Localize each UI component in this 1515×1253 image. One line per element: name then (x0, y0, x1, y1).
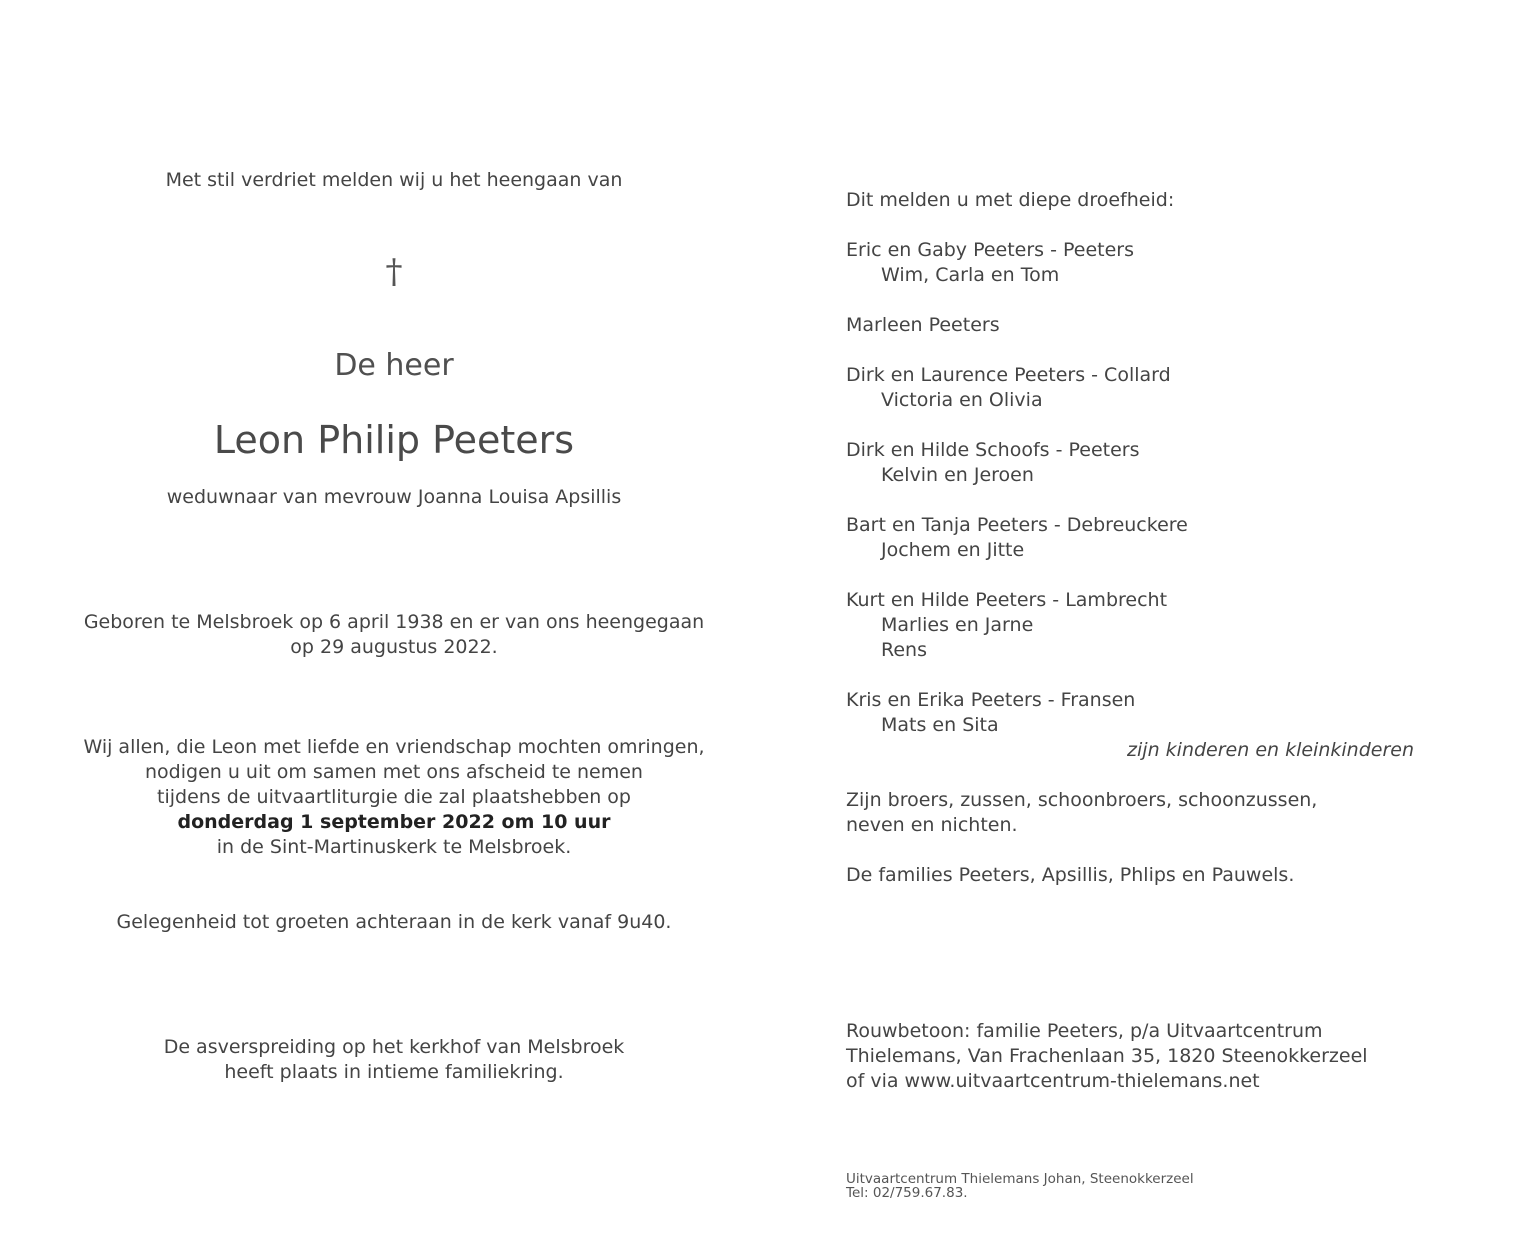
footer-line-2: Tel: 02/759.67.83. (846, 1185, 968, 1201)
family-parents: Dirk en Laurence Peeters - Collard (846, 364, 1171, 386)
family-children: Wim, Carla en Tom (881, 264, 1060, 286)
family-parents: Eric en Gaby Peeters - Peeters (846, 239, 1135, 261)
born-line-2: op 29 augustus 2022. (290, 636, 498, 658)
deceased-name: Leon Philip Peeters (213, 418, 575, 462)
born-line-1: Geboren te Melsbroek op 6 april 1938 en er van ons heengegaan (83, 611, 705, 633)
siblings-line-1: Zijn broers, zussen, schoonbroers, schoonzussen, (846, 789, 1318, 811)
family-parents: Dirk en Hilde Schoofs - Peeters (846, 439, 1140, 461)
condolence-line-2: Thielemans, Van Frachenlaan 35, 1820 Steenokkerzeel (846, 1045, 1368, 1067)
family-children: Marlies en Jarne (881, 614, 1034, 636)
siblings-line-2: neven en nichten. (846, 814, 1018, 836)
family-children: Mats en Sita (881, 714, 999, 736)
kids-caption: zijn kinderen en kleinkinderen (1127, 739, 1414, 761)
cross-icon: † (385, 252, 403, 292)
intro-text: Met stil verdriet melden wij u het heengaan van (165, 169, 623, 191)
family-parents: Bart en Tanja Peeters - Debreuckere (846, 514, 1188, 536)
families-line: De families Peeters, Apsillis, Phlips en Pauwels. (846, 864, 1295, 886)
family-children: Rens (881, 639, 927, 661)
family-children: Victoria en Olivia (881, 389, 1043, 411)
condolence-line-1: Rouwbetoon: familie Peeters, p/a Uitvaartcentrum (846, 1020, 1323, 1042)
ashes-line-1: De asverspreiding op het kerkhof van Melsbroek (163, 1036, 625, 1058)
ashes-line-2: heeft plaats in intieme familiekring. (224, 1061, 564, 1083)
widower-text: weduwnaar van mevrouw Joanna Louisa Apsillis (166, 486, 622, 508)
condolence-line-3: of via www.uitvaartcentrum-thielemans.net (846, 1070, 1260, 1092)
invite-line-1: Wij allen, die Leon met liefde en vriendschap mochten omringen, (83, 736, 705, 758)
family-parents: Kris en Erika Peeters - Fransen (846, 689, 1136, 711)
family-parents: Kurt en Hilde Peeters - Lambrecht (846, 589, 1168, 611)
invite-line-5: in de Sint-Martinuskerk te Melsbroek. (216, 836, 572, 858)
footer-line-1: Uitvaartcentrum Thielemans Johan, Steenokkerzeel (846, 1171, 1194, 1187)
family-parents: Marleen Peeters (846, 314, 1000, 336)
invite-line-3: tijdens de uitvaartliturgie die zal plaatshebben op (157, 786, 631, 808)
family-children: Kelvin en Jeroen (881, 464, 1034, 486)
salutation: De heer (334, 348, 454, 383)
family-children: Jochem en Jitte (881, 539, 1025, 561)
mourners-heading: Dit melden u met diepe droefheid: (846, 189, 1175, 211)
invite-line-2: nodigen u uit om samen met ons afscheid te nemen (145, 761, 643, 783)
funeral-date: donderdag 1 september 2022 om 10 uur (177, 811, 611, 833)
greeting-text: Gelegenheid tot groeten achteraan in de kerk vanaf 9u40. (116, 911, 672, 933)
